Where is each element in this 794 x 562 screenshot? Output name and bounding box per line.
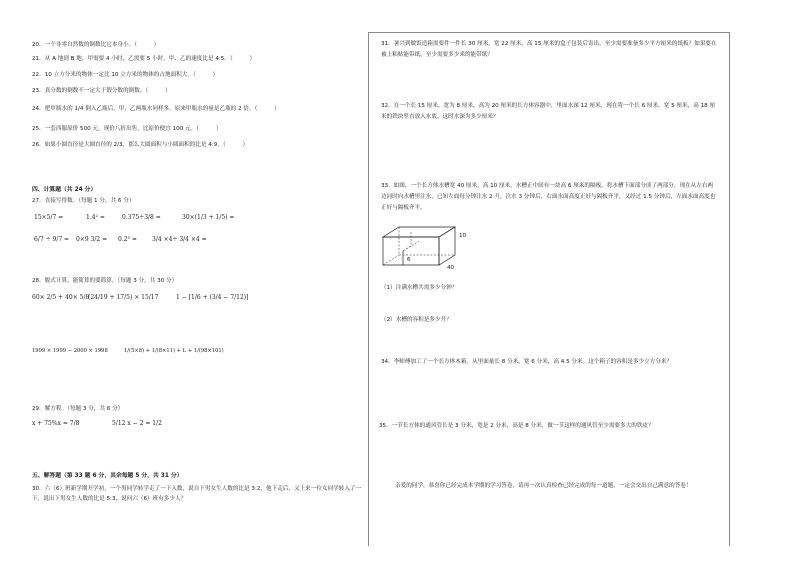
figure-label-height: 10 (459, 233, 467, 239)
q33-sub2: （2）水槽的容积是多少升？ (381, 317, 452, 323)
q28-item: 1999 × 1999 − 2000 × 1998 (32, 348, 108, 354)
q27-item: 0.375÷3/8 = (122, 214, 161, 221)
question-34: 34．李师傅加工了一个长方体木箱，从里面量长 8 分米，宽 6 分米，高 4.5 分米。这个箱子的容积是多少立方分米？ (381, 359, 673, 365)
q27-title: 27．直接写得数。（每题 1 分，共 6 分） (32, 198, 135, 204)
right-column (368, 32, 730, 546)
q29-title: 29．解方程。（每题 3 分，共 6 分） (32, 406, 124, 412)
q27-item: 30×(1/3 + 1/5) = (182, 214, 235, 221)
closing-note: 亲爱的同学，恭喜你已经完成本学期的学习答卷，请再一次认真检查已经完成的每一道题，一定会交出自己满意的答卷！ (395, 483, 692, 489)
figure-label-width: 40 (447, 265, 455, 271)
q28-item: 60× 2/5 + 40× 5/8 (32, 294, 90, 301)
question-31: 31．暑兴到做饭造箱需要件一件长 30 厘米，宽 22 厘米，高 15 厘米的盒子包装后寄出，至少需要准备多少平方厘米的纸板？如果要在被上粘贴能带纸，至少需要多少米的能带纸？ (381, 41, 717, 58)
q27-item: 1.4² = (86, 214, 105, 221)
question-32: 32．在一个长 15 厘米，宽为 8 厘米，高为 20 厘米的长方体容器中，里面水深 12 厘米，现在将一个长 6 厘米，宽 5 厘米，高 18 厘米的铁块竖直放入水底，这时水深为多少厘米？ (381, 103, 716, 120)
section-4-title: 四、计算题（共 24 分） (32, 187, 97, 193)
question-35: 35．一节长方体的通风管长是 3 分米，宽是 2 分米，高是 8 分米，做一节这样的通风管至少需要多大的铁皮？ (379, 423, 654, 429)
left-column (32, 32, 366, 546)
q28-item: 1/(5×8) + 1/(8×11) + L + 1/(98×101) (124, 348, 224, 354)
figure-label-divider: 6 (407, 257, 411, 263)
question-33: 33．如图，一个长方体水槽宽 40 厘米，高 10 厘米，水槽正中间有一块高 6 厘米的隔板，将水槽下面部分成了两部分，现在从左右两边同时向水槽里注水，已知左面每分钟注水 2 升，注水 3 分钟后，右面水面高度正好与隔板齐平，又经过 1.5 分钟后，左面水面高度也正好与隔板齐平。 (381, 183, 716, 211)
q27-item: 0.2³ = (118, 236, 137, 243)
question-22: 22．10 立方分米的物体一定比 10 立方米的物体的占地面积大。（ ） (32, 72, 219, 78)
question-23: 23．真分数的倒数不一定大于假分数的倒数。（ ） (32, 88, 171, 94)
section-5-title: 五、解答题（第 33 题 6 分，其余每题 5 分，共 31 分） (32, 473, 183, 479)
q28-item: 1 − [1/6 + (3/4 − 7/12)] (176, 294, 249, 301)
question-20: 20．一个非零自然数的倒数比它本身小。（ ） (32, 42, 160, 48)
q27-item: 6/7 ÷ 9/7 = (34, 236, 70, 243)
q29-equation: x + 75%x = 7/8 (32, 420, 80, 427)
q27-item: 3/4 ×4÷ 3/4 ×4 = (152, 236, 207, 243)
question-24: 24．把甲瓶水的 1/4 倒入乙瓶后，甲、乙两瓶水同样多，原来甲瓶水的量是乙瓶的 2 倍。（ ） (32, 106, 280, 112)
q27-item: 15×5/7 = (34, 214, 64, 221)
q33-sub1: （1）注满水槽共需多少分钟？ (381, 285, 458, 291)
q28-title: 28．脱式计算，能简算的要简算。（每题 3 分，共 30 分） (32, 278, 178, 284)
question-25: 25．一套西服原价 500 元，现价八折出售，比原价便宜 100 元。（ ） (32, 126, 222, 132)
q29-equation: 5/12 x − 2 = 1/2 (112, 420, 162, 427)
question-21: 21．从 A 地到 B 地，甲需要 4 小时，乙需要 5 小时，甲、乙的速度比是 4:5。（ ） (32, 56, 256, 62)
q27-item: 0×9 3/2 = (76, 236, 108, 243)
q28-item: (24/19 + 17/5) × 15/17 (88, 294, 159, 301)
question-30: 30．六（6）班新学期开学初，一个男同学转学走了一下入数，说自下男女生人数的比是 3:2，他下走后，又上来一位女同学转入了一下，说出下男女生人数的比是 5:3，说问六（6）班有多少人？ (32, 486, 362, 502)
question-26: 26．如果小圆直径是大圆直径的 2/3，那么大圆面积与小圆面积的比是 4:9。（ ） (32, 142, 249, 148)
